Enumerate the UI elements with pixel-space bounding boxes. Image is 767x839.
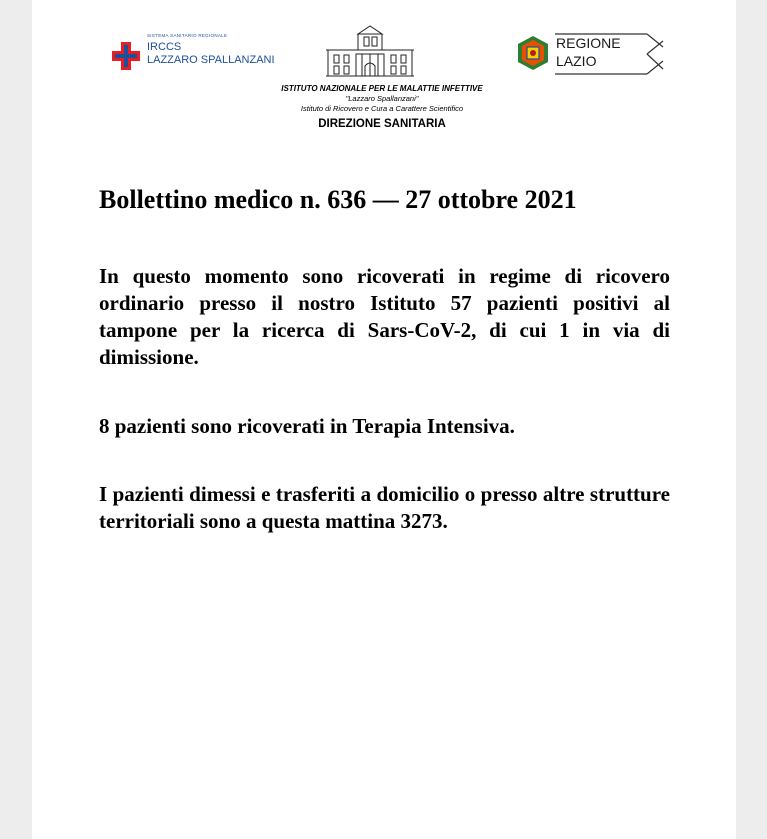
bulletin-paragraph-hospitalized: In questo momento sono ricoverati in regime di ricovero ordinario presso il nostro Istituto 57 pazienti positivi al tampone per la ricerca di Sars-CoV-2, di cui 1 in via di dimissione. <box>99 264 670 369</box>
institute-building-icon <box>324 22 416 80</box>
institute-name: ISTITUTO NAZIONALE PER LE MALATTIE INFETTIVE <box>281 84 483 93</box>
institute-type: Istituto di Ricovero e Cura a Carattere Scientifico <box>300 104 464 113</box>
region-line-1: REGIONE <box>556 35 621 51</box>
logo-line-spallanzani: LAZZARO SPALLANZANI <box>147 54 275 66</box>
institute-subtitle: "Lazzaro Spallanzani" <box>345 94 419 103</box>
document-page <box>32 0 736 839</box>
red-cross-icon <box>112 42 140 70</box>
lazio-emblem-icon <box>515 35 551 71</box>
region-line-2: LAZIO <box>556 53 597 69</box>
department-name: DIREZIONE SANITARIA <box>318 118 446 130</box>
bulletin-paragraph-discharged: I pazienti dimessi e trasferiti a domicilio o presso altre strutture territoriali sono a questa mattina 3273. <box>99 482 670 533</box>
institute-header <box>212 84 552 132</box>
spallanzani-logo <box>112 30 287 75</box>
bulletin-paragraph-intensive-care: 8 pazienti sono ricoverati in Terapia Intensiva. <box>99 414 515 438</box>
regione-lazio-logo <box>515 33 665 75</box>
system-label: SISTEMA SANITARIO REGIONALE <box>147 33 228 38</box>
bulletin-title: Bollettino medico n. 636 — 27 ottobre 2021 <box>99 185 577 214</box>
logo-line-irccs: IRCCS <box>147 41 182 53</box>
